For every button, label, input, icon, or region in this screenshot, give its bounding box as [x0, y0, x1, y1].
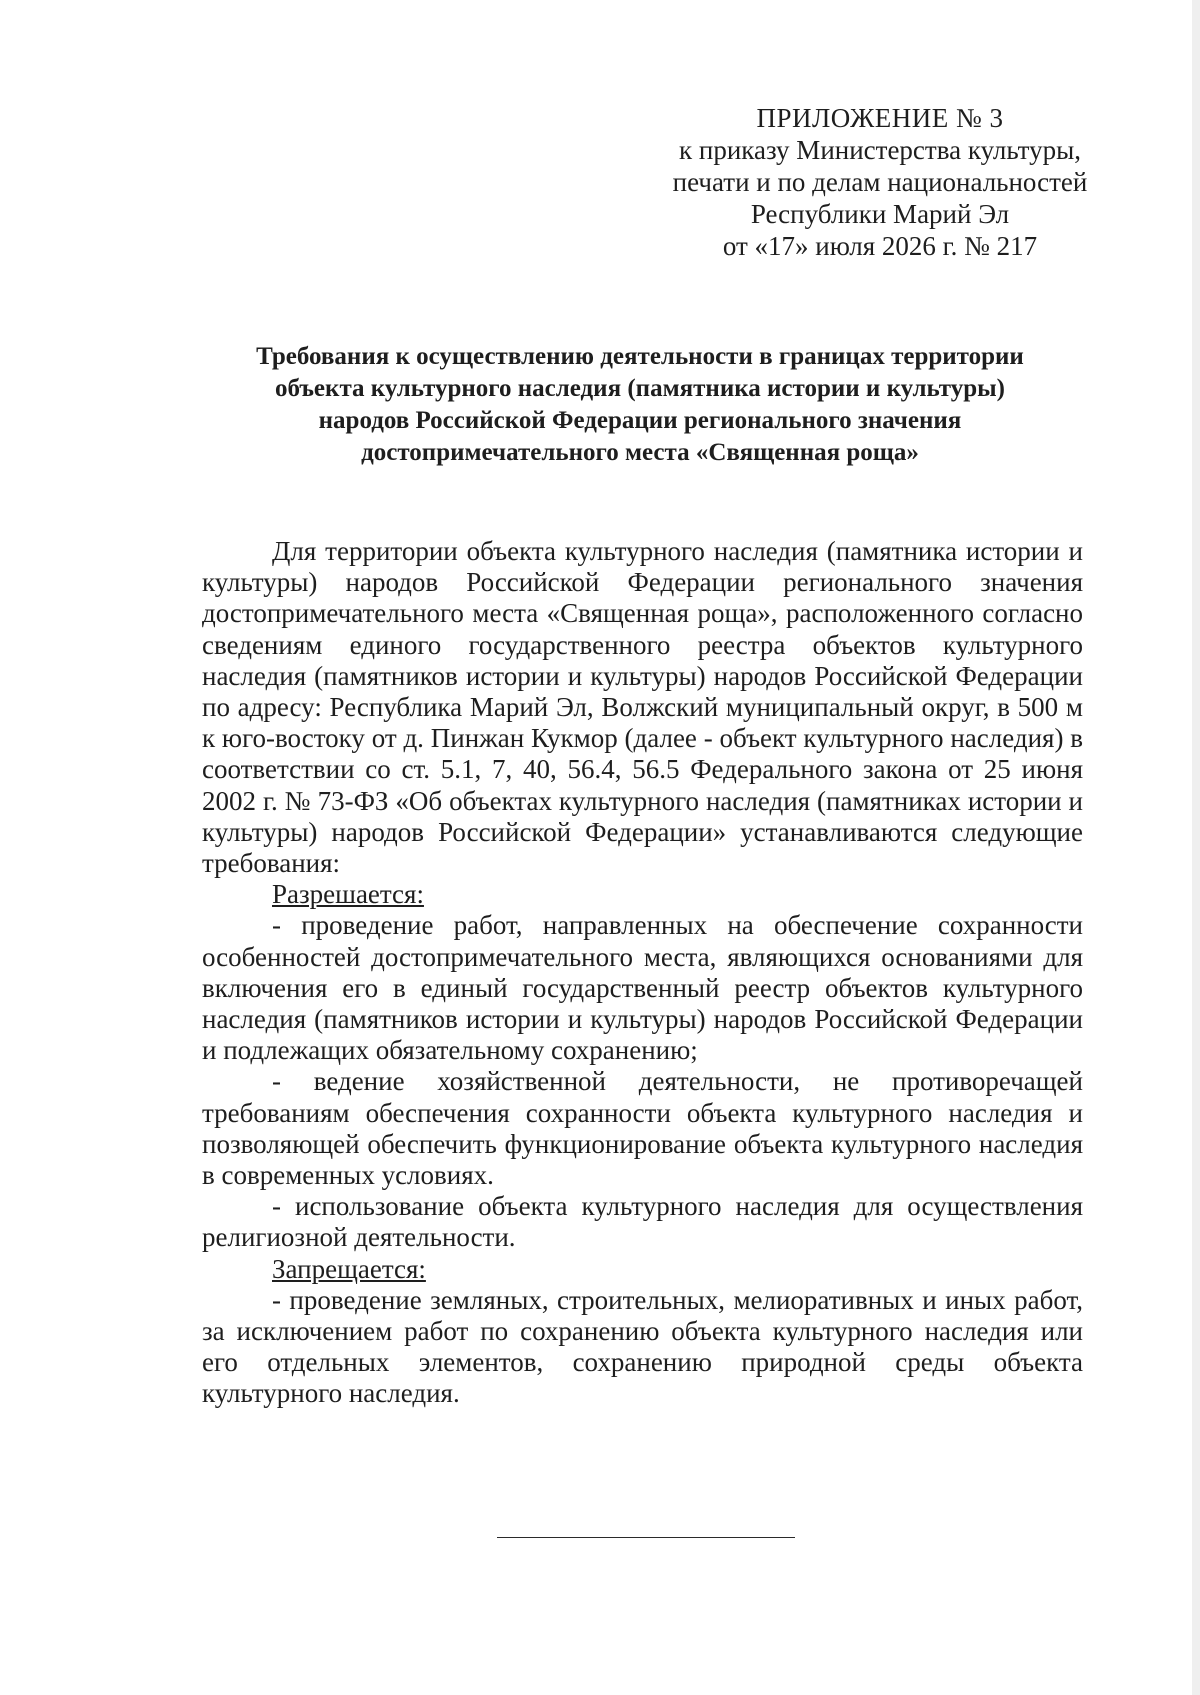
closing-divider	[497, 1537, 795, 1538]
prohibited-item-1: - проведение земляных, строительных, мелиоративных и иных работ, за исключением работ по сохранению объекта культурного наследия или его отдельных элементов, сохранению природной среды объекта культурного наследия.	[202, 1284, 1083, 1409]
prohibited-heading: Запрещается:	[272, 1253, 426, 1284]
allowed-heading-row	[202, 879, 1083, 910]
appendix-line-2: печати и по делам национальностей	[672, 167, 1088, 197]
title-line-3: народов Российской Федерации регионального значения	[318, 407, 962, 434]
allowed-item-2: - ведение хозяйственной деятельности, не противоречащей требованиям обеспечения сохранности объекта культурного наследия и позволяющей обеспечить функционирование объекта культурного наследия в современных условиях.	[202, 1066, 1083, 1191]
appendix-line-3: Республики Марий Эл	[750, 199, 1010, 229]
document-body	[202, 536, 1083, 1410]
prohibited-heading-row	[202, 1254, 1083, 1285]
appendix-line-4: от «17» июля 2026 г. № 217	[722, 231, 1038, 261]
title-line-4: достопримечательного места «Священная роща»	[361, 439, 919, 466]
title-line-1: Требования к осуществлению деятельности в границах территории	[256, 343, 1024, 370]
document-title	[190, 341, 1090, 469]
allowed-item-3: - использование объекта культурного наследия для осуществления религиозной деятельности.	[202, 1191, 1083, 1253]
appendix-line-1: к приказу Министерства культуры,	[679, 135, 1081, 165]
appendix-header	[660, 102, 1100, 262]
allowed-heading: Разрешается:	[272, 879, 424, 910]
title-line-2: объекта культурного наследия (памятника истории и культуры)	[274, 375, 1005, 402]
intro-paragraph: Для территории объекта культурного наследия (памятника истории и культуры) народов Российской Федерации регионального значения достопримечательного места «Священная роща», расположенного согласно сведениям единого государственного реестра объектов культурного наследия (памятников истории и культуры) народов Российской Федерации по адресу: Республика Марий Эл, Волжский муниципальный округ, в 500 м к юго-востоку от д. Пинжан Кукмор (далее - объект культурного наследия) в соответствии со ст. 5.1, 7, 40, 56.4, 56.5 Федерального закона от 25 июня 2002 г. № 73-ФЗ «Об объектах культурного наследия (памятниках истории и культуры) народов Российской Федерации» устанавливаются следующие требования:	[202, 536, 1083, 879]
scan-edge	[1192, 0, 1200, 1695]
allowed-item-1: - проведение работ, направленных на обеспечение сохранности особенностей достопримечательного места, являющихся основаниями для включения его в единый государственный реестр объектов культурного наследия (памятников истории и культуры) народов Российской Федерации и подлежащих обязательному сохранению;	[202, 910, 1083, 1066]
appendix-title: ПРИЛОЖЕНИЕ № 3	[756, 103, 1004, 133]
